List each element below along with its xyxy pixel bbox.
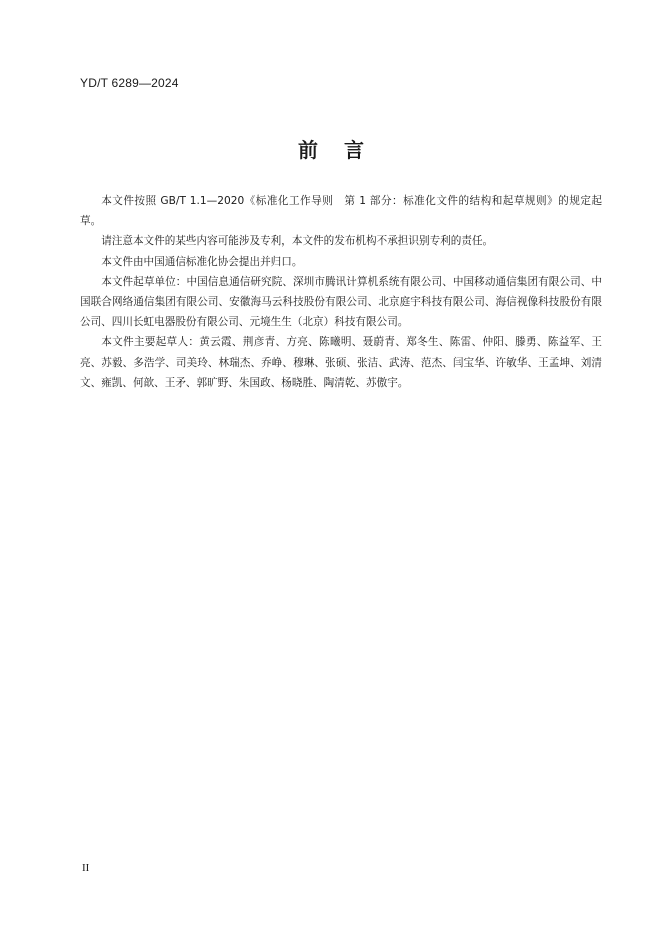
- page-number: II: [82, 862, 90, 874]
- paragraph-proposer: 本文件由中国通信标准化协会提出并归口。: [101, 255, 303, 268]
- page-title: 前言: [298, 138, 390, 162]
- document-code: YD/T 6289—2024: [80, 76, 179, 90]
- body-text: [80, 191, 602, 393]
- paragraph-drafters: 本文件主要起草人：黄云霞、荆彦青、方亮、陈曦明、聂蔚青、郑冬生、陈雷、仲阳、滕勇、陈益军、王亮、苏毅、多浩学、司美玲、林瑞杰、乔峥、穆琳、张硕、张洁、武涛、范杰、闫宝华、许敏华、王孟坤、刘清文、雍凯、何歆、王矛、郭旷野、朱国政、杨晓胜、陶清乾、苏傲宇。: [80, 336, 602, 389]
- paragraph-drafting-units: 本文件起草单位：中国信息通信研究院、深圳市腾讯计算机系统有限公司、中国移动通信集团有限公司、中国联合网络通信集团有限公司、安徽海马云科技股份有限公司、北京庭宇科技有限公司、海信视像科技股份有限公司、四川长虹电器股份有限公司、元境生生（北京）科技有限公司。: [80, 275, 602, 329]
- paragraph-patent-notice: 请注意本文件的某些内容可能涉及专利，本文件的发布机构不承担识别专利的责任。: [101, 235, 494, 248]
- paragraph-drafting-rules: 本文件按照 GB/T 1.1—2020《标准化工作导则 第 1 部分：标准化文件的结构和起草规则》的规定起草。: [80, 195, 602, 228]
